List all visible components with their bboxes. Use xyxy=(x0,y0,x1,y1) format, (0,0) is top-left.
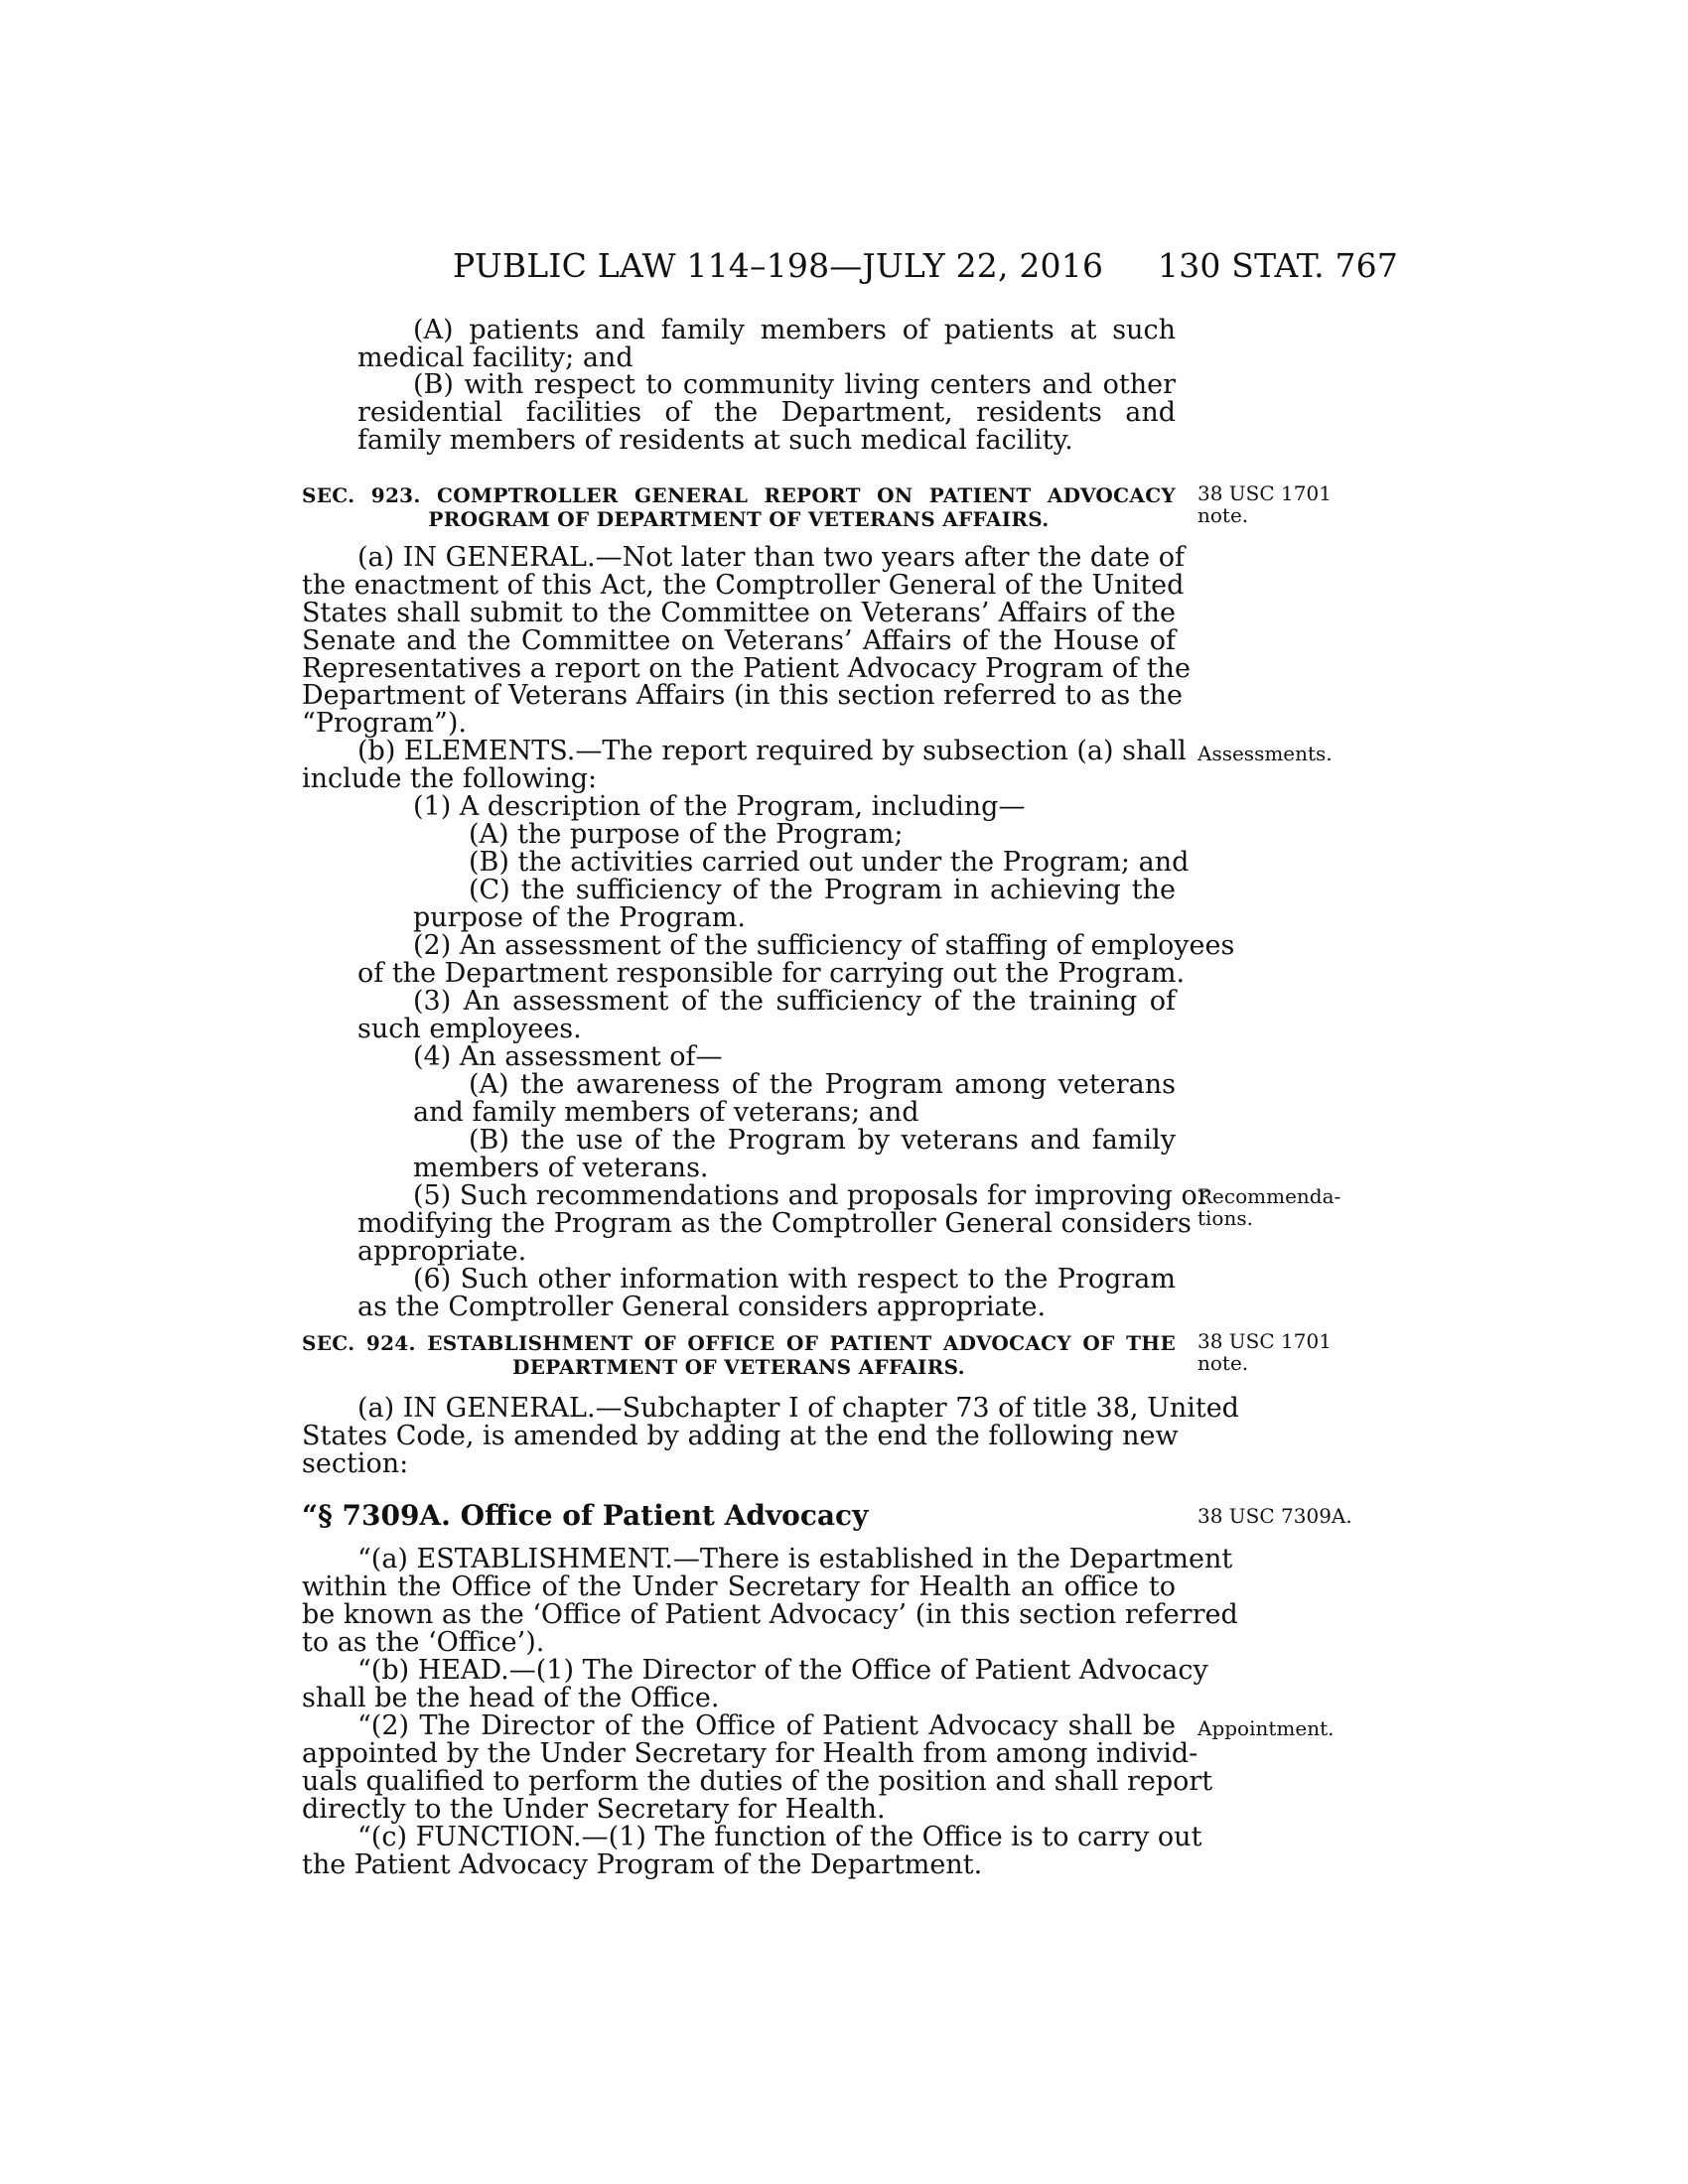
body-line: such employees. xyxy=(357,1014,582,1044)
margin-note-note: note. xyxy=(1197,1351,1249,1375)
body-line: appropriate. xyxy=(357,1236,527,1267)
body-line: (A) the purpose of the Program; xyxy=(469,819,904,850)
margin-note-note: note. xyxy=(1197,503,1249,527)
running-header-left: PUBLIC LAW 114–198—JULY 22, 2016 xyxy=(453,246,1104,285)
margin-note-assessments: Assessments. xyxy=(1197,742,1333,765)
body-line: the Patient Advocacy Program of the Department. xyxy=(302,1849,983,1880)
body-line: Senate and the Committee on Veterans’ Affairs of the House of xyxy=(302,625,1176,656)
body-line: residential facilities of the Department, residents and xyxy=(357,397,1176,428)
body-line: States Code, is amended by adding at the end the following new xyxy=(302,1421,1179,1451)
section-heading: DEPARTMENT OF VETERANS AFFAIRS. xyxy=(512,1355,965,1379)
section-heading: PROGRAM OF DEPARTMENT OF VETERANS AFFAIRS. xyxy=(428,507,1050,531)
body-line: (2) An assessment of the sufficiency of staffing of employees xyxy=(413,930,1235,961)
margin-note-usc: 38 USC 1701 xyxy=(1197,1329,1332,1353)
margin-note-usc-7309a: 38 USC 7309A. xyxy=(1197,1504,1352,1528)
body-line: (a) IN GENERAL.—Not later than two years after the date of xyxy=(357,542,1185,573)
body-line: and family members of veterans; and xyxy=(413,1097,919,1128)
body-line: “Program”). xyxy=(302,708,467,739)
body-line: shall be the head of the Office. xyxy=(302,1683,720,1713)
body-line: Department of Veterans Affairs (in this section referred to as the xyxy=(302,680,1184,711)
body-line: (B) the use of the Program by veterans and family xyxy=(469,1125,1176,1156)
body-line: (5) Such recommendations and proposals for improving or xyxy=(413,1180,1210,1211)
body-line: medical facility; and xyxy=(357,342,633,373)
body-line: Representatives a report on the Patient Advocacy Program of the xyxy=(302,653,1191,684)
body-line: (b) ELEMENTS.—The report required by subsection (a) shall xyxy=(357,736,1187,766)
body-line: (B) with respect to community living centers and other xyxy=(413,369,1176,400)
code-section-heading: “§ 7309A. Office of Patient Advocacy xyxy=(302,1499,869,1532)
body-line: purpose of the Program. xyxy=(413,902,746,933)
body-line: States shall submit to the Committee on Veterans’ Affairs of the xyxy=(302,598,1176,628)
body-line: include the following: xyxy=(302,763,598,794)
body-line: (a) IN GENERAL.—Subchapter I of chapter 73 of title 38, United xyxy=(357,1393,1239,1424)
body-line: modifying the Program as the Comptroller General considers xyxy=(357,1208,1192,1239)
body-line: family members of residents at such medical facility. xyxy=(357,425,1073,456)
body-line: “(b) HEAD.—(1) The Director of the Office of Patient Advocacy xyxy=(357,1655,1208,1686)
body-line: “(2) The Director of the Office of Patient Advocacy shall be xyxy=(357,1710,1176,1741)
body-line: “(c) FUNCTION.—(1) The function of the Office is to carry out xyxy=(357,1822,1202,1852)
body-line: the enactment of this Act, the Comptroller General of the United xyxy=(302,570,1185,601)
margin-note-usc: 38 USC 1701 xyxy=(1197,481,1332,505)
body-line: (1) A description of the Program, including— xyxy=(413,791,1026,822)
body-line: members of veterans. xyxy=(413,1153,709,1183)
body-line: (3) An assessment of the sufficiency of the training of xyxy=(413,986,1176,1017)
body-line: (4) An assessment of— xyxy=(413,1041,723,1072)
margin-note-appointment: Appointment. xyxy=(1197,1716,1335,1740)
body-line: appointed by the Under Secretary for Health from among individ- xyxy=(302,1738,1198,1769)
body-line: within the Office of the Under Secretary for Health an office to xyxy=(302,1571,1176,1602)
margin-note-recommendations-cont: tions. xyxy=(1197,1206,1253,1230)
margin-note-recommendations: Recommenda- xyxy=(1197,1184,1341,1208)
body-line: (A) the awareness of the Program among veterans xyxy=(469,1069,1176,1100)
body-line: (C) the sufficiency of the Program in achieving the xyxy=(469,875,1176,905)
body-line: directly to the Under Secretary for Health. xyxy=(302,1794,886,1825)
body-line: as the Comptroller General considers appropriate. xyxy=(357,1292,1047,1322)
body-line: of the Department responsible for carrying out the Program. xyxy=(357,958,1186,989)
section-heading: SEC. 923. COMPTROLLER GENERAL REPORT ON PATIENT ADVOCACY xyxy=(302,483,1176,507)
body-line: (A) patients and family members of patients at such xyxy=(413,315,1176,345)
body-line: (6) Such other information with respect to the Program xyxy=(413,1264,1176,1295)
body-line: be known as the ‘Office of Patient Advocacy’ (in this section referred xyxy=(302,1599,1238,1630)
page-stat-number: 130 STAT. 767 xyxy=(1158,246,1399,285)
section-heading: SEC. 924. ESTABLISHMENT OF OFFICE OF PATIENT ADVOCACY OF THE xyxy=(302,1331,1176,1355)
body-line: uals qualified to perform the duties of the position and shall report xyxy=(302,1766,1213,1797)
body-line: section: xyxy=(302,1448,409,1479)
body-line: (B) the activities carried out under the Program; and xyxy=(469,847,1190,878)
body-line: to as the ‘Office’). xyxy=(302,1627,545,1658)
body-line: “(a) ESTABLISHMENT.—There is established in the Department xyxy=(357,1544,1233,1574)
